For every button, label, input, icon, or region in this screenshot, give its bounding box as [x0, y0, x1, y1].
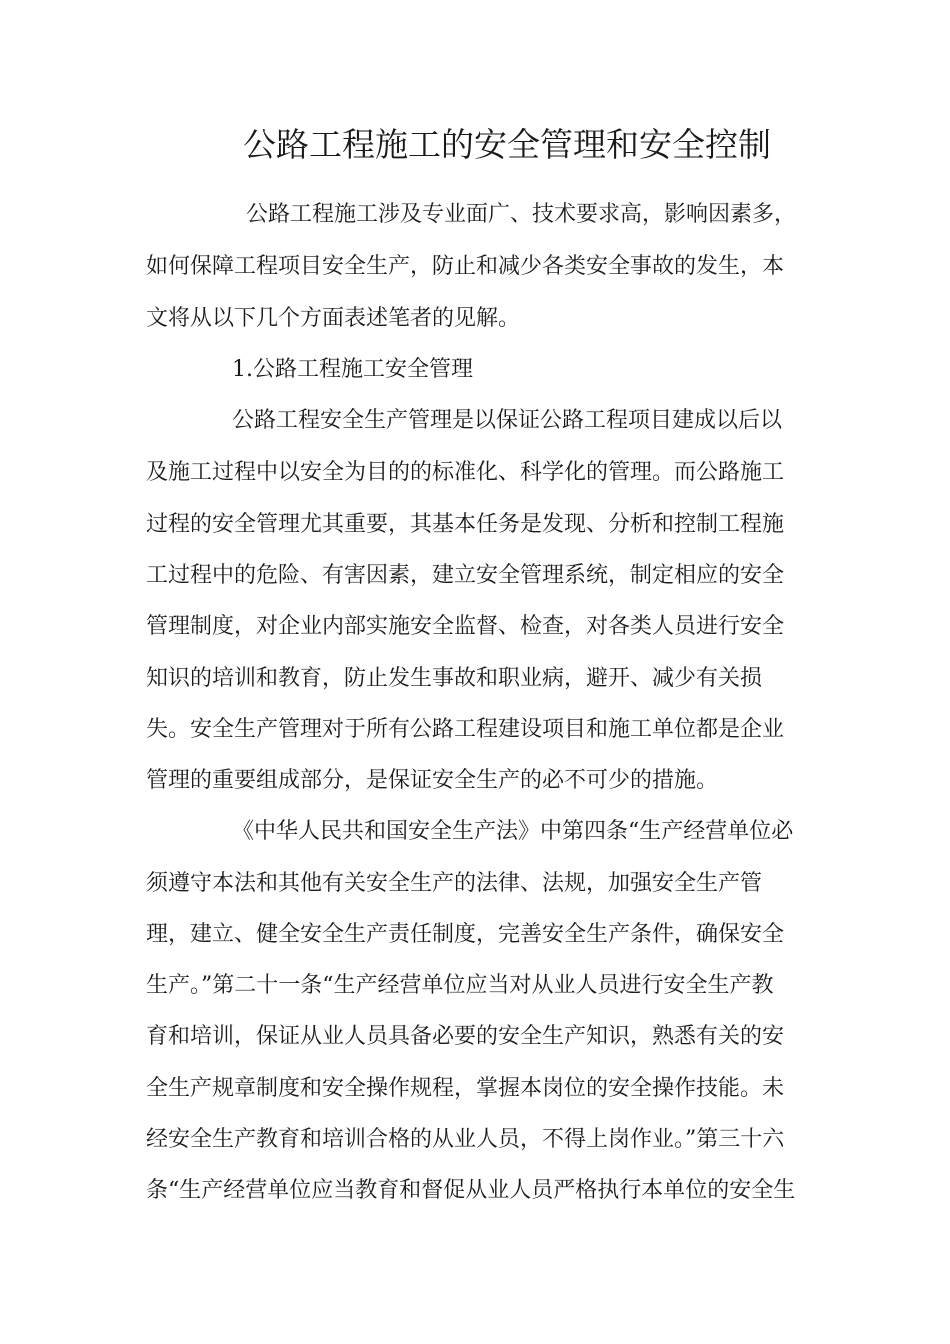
text-line: 文将从以下几个方面表述笔者的见解。	[146, 306, 521, 331]
text-line: 工过程中的危险、有害因素，建立安全管理系统，制定相应的安全	[146, 563, 785, 588]
section-heading: 1.公路工程施工安全管理	[232, 357, 473, 382]
text-line: 经安全生产教育和培训合格的从业人员，不得上岗作业。”第三十六	[146, 1127, 785, 1152]
page-title: 公路工程施工的安全管理和安全控制	[243, 125, 771, 164]
text-line: 管理的重要组成部分，是保证安全生产的必不可少的措施。	[146, 768, 719, 793]
text-line: 须遵守本法和其他有关安全生产的法律、法规，加强安全生产管	[146, 871, 763, 896]
text-line: 如何保障工程项目安全生产，防止和减少各类安全事故的发生，本	[146, 254, 785, 279]
text-line: 《中华人民共和国安全生产法》中第四条“生产经营单位必	[232, 819, 794, 844]
text-line: 失。安全生产管理对于所有公路工程建设项目和施工单位都是企业	[146, 717, 785, 742]
text-line: 条“生产经营单位应当教育和督促从业人员严格执行本单位的安全生	[146, 1178, 796, 1203]
text-line: 知识的培训和教育，防止发生事故和职业病，避开、减少有关损	[146, 666, 763, 691]
text-line: 管理制度，对企业内部实施安全监督、检查，对各类人员进行安全	[146, 614, 785, 639]
text-line: 公路工程施工涉及专业面广、技术要求高，影响因素多，	[246, 202, 797, 227]
text-line: 公路工程安全生产管理是以保证公路工程项目建成以后以	[232, 408, 783, 433]
text-line: 过程的安全管理尤其重要，其基本任务是发现、分析和控制工程施	[146, 512, 785, 537]
text-line: 育和培训，保证从业人员具备必要的安全生产知识，熟悉有关的安	[146, 1024, 785, 1049]
text-line: 生产。”第二十一条“生产经营单位应当对从业人员进行安全生产教	[146, 973, 774, 998]
text-line: 全生产规章制度和安全操作规程，掌握本岗位的安全操作技能。未	[146, 1076, 785, 1101]
text-line: 理，建立、健全安全生产责任制度，完善安全生产条件，确保安全	[146, 922, 785, 947]
text-line: 及施工过程中以安全为目的的标准化、科学化的管理。而公路施工	[146, 460, 785, 485]
